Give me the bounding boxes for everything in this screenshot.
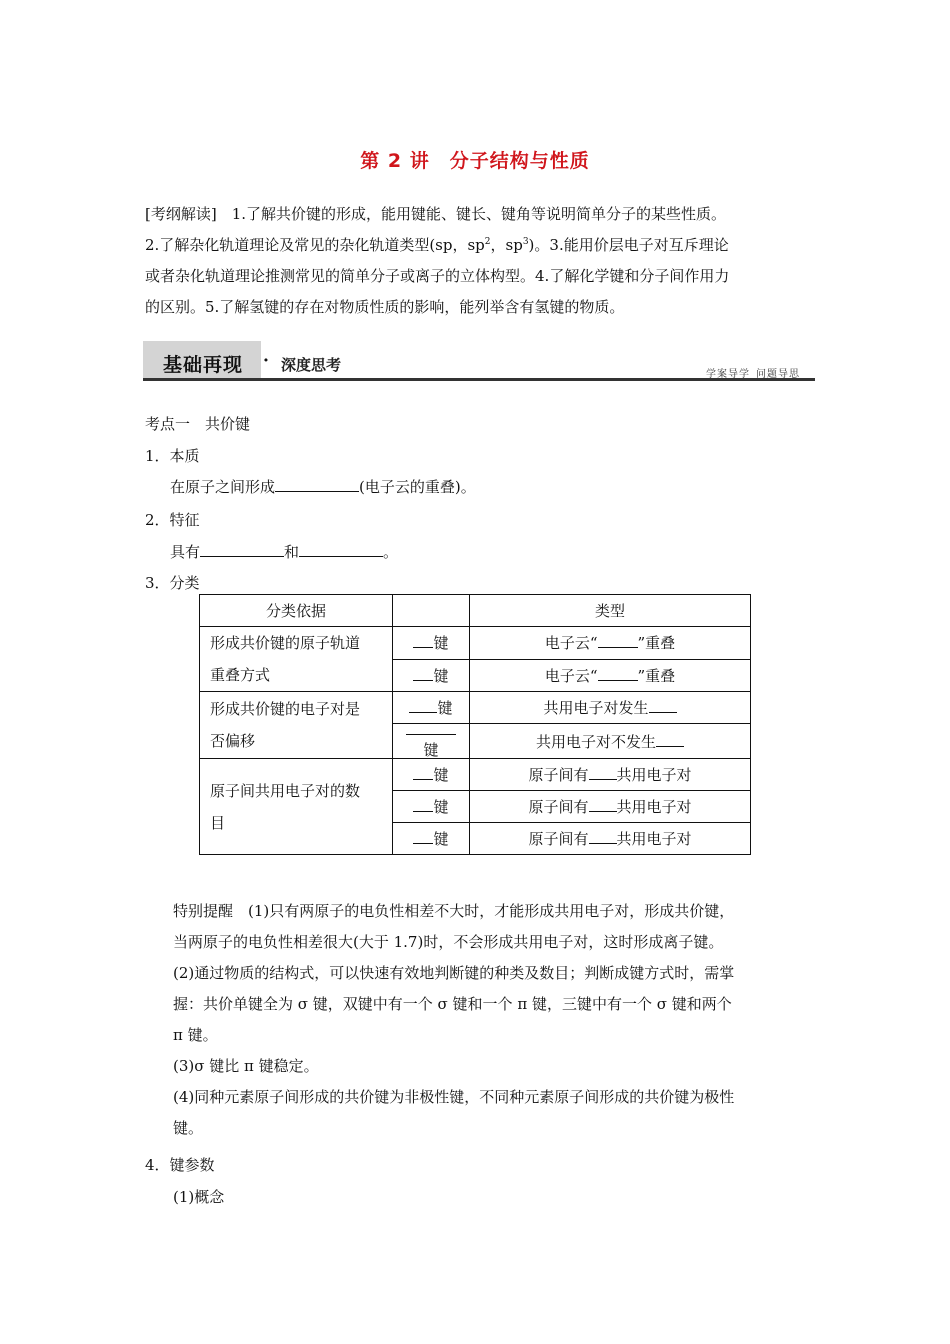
fill-blank bbox=[200, 542, 284, 557]
item-4-title: 4．键参数 bbox=[145, 1156, 215, 1174]
outline-line-2: 2.了解杂化轨道理论及常见的杂化轨道类型(sp，$sp^2$，$sp^3$)。3.能用价层电子对互斥理论 bbox=[145, 236, 729, 254]
exam-outline bbox=[145, 199, 815, 323]
fill-blank bbox=[299, 542, 383, 557]
outline-line-1: [考纲解读] 1.了解共价键的形成，能用键能、键长、键角等说明简单分子的某些性质。 bbox=[145, 205, 727, 223]
section-banner-title: 基础再现 bbox=[163, 354, 244, 376]
topic-heading: 考点一 共价键 bbox=[145, 415, 251, 433]
note-line: (4)同种元素原子间形成的共价键为非极性键，不同种元素原子间形成的共价键为极性 bbox=[173, 1088, 735, 1106]
table-row: 键 电子云“ ”重叠 bbox=[200, 659, 751, 692]
header-empty bbox=[393, 595, 470, 627]
table-row: 键 原子间有 共用电子对 bbox=[200, 823, 751, 855]
outline-line-4: 的区别。5.了解氢键的存在对物质性质的影响，能列举含有氢键的物质。 bbox=[145, 298, 625, 316]
item-2-title: 2．特征 bbox=[145, 511, 200, 529]
special-reminder bbox=[173, 896, 815, 1144]
classification-table bbox=[199, 594, 751, 855]
item-4-sub: (1)概念 bbox=[173, 1188, 225, 1206]
banner-tag-1: 学案导学 bbox=[706, 369, 750, 380]
banner-tag-2: 问题导思 bbox=[756, 369, 800, 380]
header-type: 类型 bbox=[470, 595, 751, 627]
section-banner-subtitle: 深度思考 bbox=[281, 356, 342, 374]
group-3-label: 原子间共用电子对的数 目 bbox=[200, 759, 393, 855]
section-banner-dot: · bbox=[263, 351, 269, 371]
table-row: 形成共价键的原子轨道 重叠方式 键 电子云“ ”重叠 bbox=[200, 627, 751, 660]
header-basis: 分类依据 bbox=[200, 595, 393, 627]
outline-line-3: 或者杂化轨道理论推测常见的简单分子或离子的立体构型。4.了解化学键和分子间作用力 bbox=[145, 267, 730, 285]
group-1-label: 形成共价键的原子轨道 重叠方式 bbox=[200, 627, 393, 692]
note-line: (3)σ 键比 π 键稳定。 bbox=[173, 1057, 319, 1075]
table-row: 形成共价键的电子对是 否偏移 键 共用电子对发生 bbox=[200, 692, 751, 724]
group-2-label: 形成共价键的电子对是 否偏移 bbox=[200, 692, 393, 759]
section-banner-tags bbox=[700, 365, 800, 380]
table-row: 键 原子间有 共用电子对 bbox=[200, 791, 751, 823]
item-2-text: 具有 和 。 bbox=[170, 543, 399, 561]
table-header-row bbox=[200, 595, 751, 627]
note-line: π 键。 bbox=[173, 1026, 218, 1044]
fill-blank bbox=[275, 477, 359, 492]
item-1-text: 在原子之间形成 (电子云的重叠)。 bbox=[170, 478, 476, 496]
item-3-title: 3．分类 bbox=[145, 574, 200, 592]
table-row: 键 共用电子对不发生 bbox=[200, 724, 751, 759]
note-line: (2)通过物质的结构式，可以快速有效地判断键的种类及数目；判断成键方式时，需掌 bbox=[173, 964, 735, 982]
item-1-title: 1．本质 bbox=[145, 447, 200, 465]
table-row: 原子间共用电子对的数 目 键 原子间有 共用电子对 bbox=[200, 759, 751, 791]
page-title: 第 2 讲 分子结构与性质 bbox=[360, 150, 590, 172]
note-line: 特别提醒 (1)只有两原子的电负性相差不大时，才能形成共用电子对，形成共价键， bbox=[173, 902, 735, 920]
note-line: 当两原子的电负性相差很大(大于 1.7)时，不会形成共用电子对，这时形成离子键。 bbox=[173, 933, 724, 951]
note-line: 键。 bbox=[173, 1119, 204, 1137]
note-line: 握：共价单键全为 σ 键，双键中有一个 σ 键和一个 π 键，三键中有一个 σ 键和两个 bbox=[173, 995, 732, 1013]
